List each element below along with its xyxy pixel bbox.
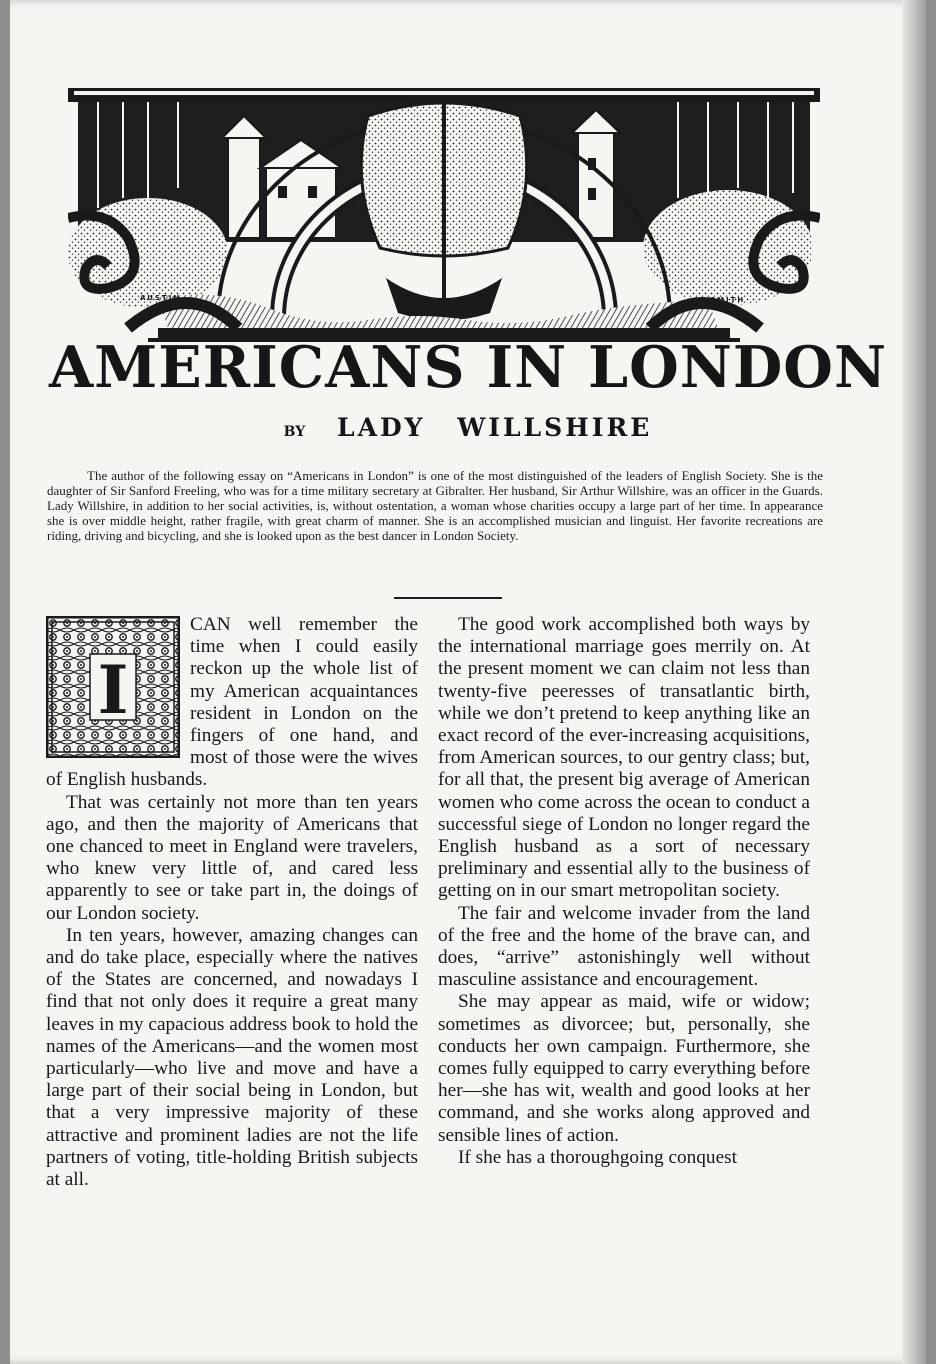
right-paragraph-1: The good work accomplished both ways by the international marriage goes merrily on. At the present moment we can claim not less than twenty-five peeresses of transatlantic birth, while we don’t pretend to keep anything like an exact record of the ever-increasing acquisitions, from American sources, to our gentry class; but, for all that, the present big average of American women who come across the ocean to conduct a successful siege of London no longer regard the English husband as a sort of necessary preliminary and essential ally to the business of getting on in our smart metropolitan society. <box>438 614 810 902</box>
magazine-page <box>10 0 926 1364</box>
artist-signature-right: SMITH <box>710 296 746 304</box>
left-paragraph-3: In ten years, however, amazing changes can and do take place, especially where the natives of the States are concerned, and nowadays I find that not only does it require a great many leaves in my capacious address book to hold the names of the Americans—and the women most particularly—who live and move and have a large part of their social being in London, but that a very impressive majority of these attractive and prominent ladies are not the life partners of voting, title-holding British subjects at all. <box>46 924 418 1191</box>
right-paragraph-2: The fair and welcome invader from the land of the free and the home of the brave can, and does, “arrive” astonishingly well without masculine assistance and encouragement. <box>438 902 810 991</box>
left-paragraph-1: CAN well remember the time when I could easily reckon up the whole list of my American acquaintances resident in London on the fingers of one hand, and most of those were the wives of English husbands. <box>46 614 418 791</box>
drop-cap-letter: I <box>97 651 129 729</box>
left-column <box>46 614 418 1191</box>
byline-by: BY <box>283 424 306 440</box>
right-paragraph-3: She may appear as maid, wife or widow; sometimes as divorcee; but, personally, she conducts her own campaign. Furthermore, she comes fully equipped to carry everything before her—she has wit, wealth and good looks at her command, and she works along approved and sensible lines of action. <box>438 991 810 1146</box>
byline-author: LADY WILLSHIRE <box>336 413 653 442</box>
header-illustration <box>68 88 820 350</box>
editor-intro: The author of the following essay on “Americans in London” is one of the most distinguished of the leaders of English Society. She is the daughter of Sir Sanford Freeling, who was for a time military secretary at Gibralter. Her husband, Sir Arthur Willshire, was an officer in the Guards. Lady Willshire, in addition to her social activities, is, without ostentation, a woman whose charities occupy a large part of her time. In appearance she is over middle height, rather fragile, with great charm of manner. She is an accomplished musician and linguist. Her favorite recreations are riding, driving and bicycling, and she is looked upon as the best dancer in London Society. <box>47 468 823 543</box>
page-edge-shadow <box>902 0 926 1364</box>
drop-cap-ornament <box>46 616 180 758</box>
right-paragraph-4: If she has a thoroughgoing conquest <box>458 1146 737 1168</box>
byline <box>10 413 926 442</box>
left-paragraph-2: That was certainly not more than ten years ago, and then the majority of Americans that one chanced to meet in England were travelers, who knew very little of, and cared less apparently to see or take part in, the doings of our London society. <box>46 791 418 924</box>
right-column <box>438 614 810 1169</box>
artist-signature-left: AUSTIN <box>140 294 182 302</box>
article-title: AMERICANS IN LONDON <box>48 334 888 401</box>
section-divider <box>394 597 502 599</box>
